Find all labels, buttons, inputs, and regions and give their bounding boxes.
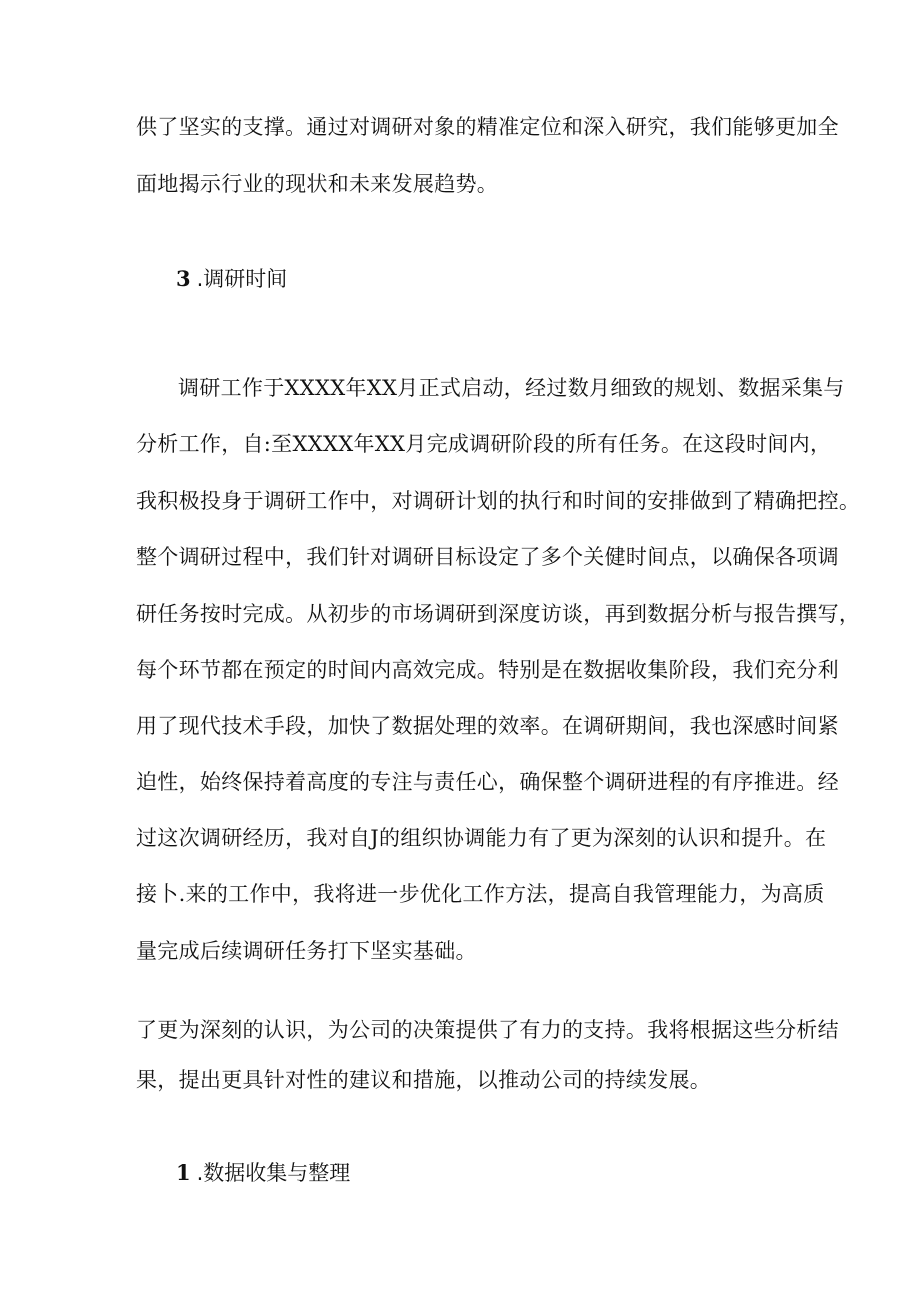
section-3-line-8: 迫性，始终保持着高度的专注与责任心，确保整个调研进程的有序推进。经 — [136, 770, 839, 794]
section-3-heading — [176, 265, 287, 293]
section-3-line-11: 量完成后续调研任务打下坚实基础。 — [136, 939, 477, 963]
section-1-title: .数据收集与整理 — [196, 1161, 351, 1185]
section-3-line-1: 调研工作于XXXX年XX月正式启动，经过数月细致的规划、数据采集与 — [178, 376, 845, 400]
section-3-line-4: 整个调研过程中，我们针对调研目标设定了多个关健时间点，以确保各项调 — [136, 545, 839, 569]
section-3-line-2: 分析工作，自:至XXXX年XX月完成调研阶段的所有任务。在这段时间内， — [136, 432, 832, 456]
section-1-heading — [176, 1159, 350, 1187]
section-1-number: 1 — [176, 1160, 191, 1185]
intro-line-1: 供了坚实的支撑。通过对调研对象的精准定位和深入研究，我们能够更加全 — [136, 115, 839, 139]
section-3-line-10: 接卜.来的工作中，我将进一步优化工作方法，提高自我管理能力，为高质 — [136, 882, 825, 906]
closing-line-1: 了更为深刻的认识，为公司的决策提供了有力的支持。我将根据这些分析结 — [136, 1018, 839, 1042]
closing-line-2: 果，提出更具针对性的建议和措施，以推动公司的持续发展。 — [136, 1068, 712, 1092]
section-3-line-3: 我积极投身于调研工作中，对调研计划的执行和时间的安排做到了精确把控。 — [136, 489, 861, 513]
section-3-line-5: 研任务按时完成。从初步的市场调研到深度访谈，再到数据分析与报告撰写， — [136, 602, 861, 626]
section-3-line-7: 用了现代技术手段，加快了数据处理的效率。在调研期间，我也深感时间紧 — [136, 714, 839, 738]
section-3-title: .调研时间 — [196, 267, 288, 291]
section-3-number: 3 — [176, 266, 191, 291]
section-3-line-9: 过这次调研经历，我对自J的组织协调能力有了更为深刻的认识和提升。在 — [136, 826, 827, 850]
intro-line-2: 面地揭示行业的现状和未来发展趋势。 — [136, 172, 499, 196]
section-3-line-6: 每个环节都在预定的时间内高效完成。特别是在数据收集阶段，我们充分利 — [136, 658, 839, 682]
